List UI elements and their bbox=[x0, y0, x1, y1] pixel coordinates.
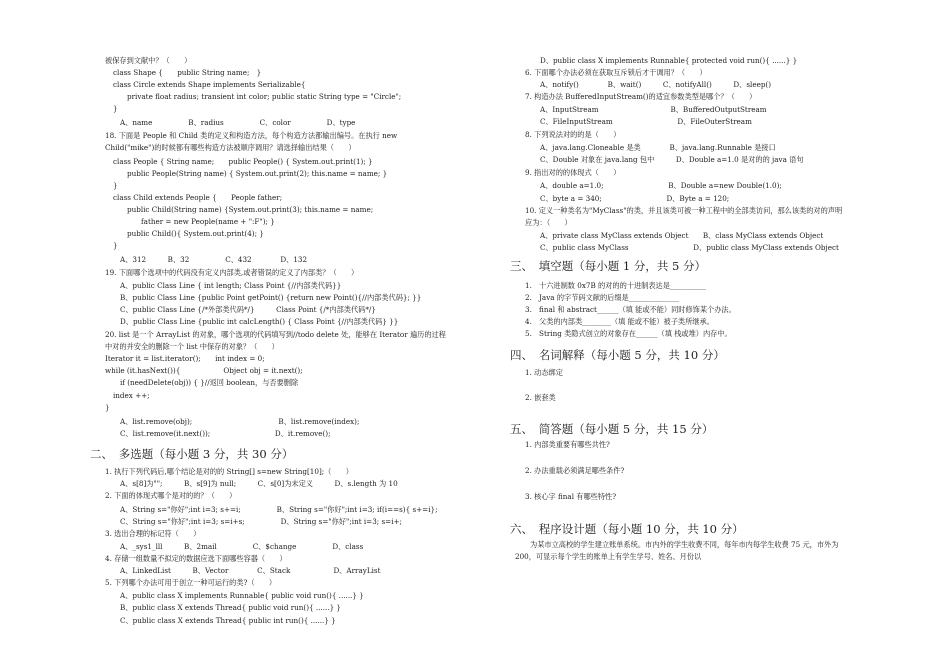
text-line: A、_sys1_lll B、2mail C、$change D、class bbox=[120, 542, 364, 551]
text-line: public Child(){ System.out.print(4); } bbox=[127, 229, 264, 238]
text-line: A、String s="你好";int i=3; s+=i; B、String s="你好";int i=3; if(i==s){ s+=i}; bbox=[120, 505, 438, 514]
text-line: A、list.remove(obj); B、list.remove(index); bbox=[120, 417, 360, 426]
text-line: } bbox=[105, 403, 110, 412]
section-heading: 三、 填空题（每小题 1 分，共 5 分） bbox=[510, 259, 707, 273]
text-line: 1. 动态绑定 bbox=[525, 368, 563, 377]
text-line: if (needDelete(obj)) { }//返回 boolean，与否要删除 bbox=[120, 378, 299, 387]
text-line: Child("mike")的时候都有哪些构造方法被顺序调用？请选择输出结果（ ） bbox=[105, 143, 356, 152]
text-line: } bbox=[113, 241, 118, 250]
text-line: 1. 十六进制数 0x7B 的对的的十进制表达是__________ bbox=[525, 281, 706, 290]
text-line: C、Double 对象在 java.lang 包中 D、Double a=1.0 是对的的 java 语句 bbox=[540, 155, 804, 164]
text-line: class Circle extends Shape implements Serializable{ bbox=[113, 80, 306, 89]
section-heading: 二、 多选题（每小题 3 分，共 30 分） bbox=[90, 447, 294, 461]
text-line: Iterator it = list.iterator(); int index = 0; bbox=[105, 354, 265, 363]
text-line: C、String s="你好";int i=3; s=i+s; D、String s="你好";int i=3; s=i+; bbox=[120, 517, 402, 526]
text-line: A、double a=1.0; B、Double a=new Double(1.0); bbox=[540, 181, 782, 190]
text-line: 6. 下面哪个办法必须在获取互斥锁后才干调用？（ ） bbox=[525, 68, 707, 77]
text-line: C、public class X extends Thread{ public int run(){ ......} } bbox=[120, 616, 336, 625]
text-line: C、byte a = 340; D、Byte a = 120; bbox=[540, 194, 730, 203]
text-line: A、LinkedList B、Vector C、Stack D、ArrayList bbox=[120, 566, 381, 575]
text-line: 200，可显示每个学生的账单上有学生学号、姓名、月份以 bbox=[515, 552, 702, 561]
text-line: 3. 选出合理的标记符（ ） bbox=[105, 529, 201, 538]
text-line: B、public Class Line {public Point getPoint() {return new Point(){//内部类代码}; }} bbox=[120, 293, 422, 302]
text-line: A、name B、radius C、color D、type bbox=[120, 118, 356, 127]
text-line: public Child(String name) {System.out.print(3); this.name = name; bbox=[127, 205, 374, 214]
text-line: C、public Class Line {/*外部类代码*/} Class Point {/*内部类代码*/} bbox=[120, 305, 376, 314]
text-line: 中对的并安全的删除一个 list 中保存的对象？（ ） bbox=[105, 342, 279, 351]
text-line: class People { String name; public People() { System.out.print(1); } bbox=[113, 157, 373, 166]
text-line: index ++; bbox=[113, 391, 150, 400]
text-line: 1. 执行下列代码后,哪个结论是对的的 String[] s=new String[10];（ ） bbox=[105, 467, 353, 476]
text-line: A、312 B、32 C、432 D、132 bbox=[120, 255, 308, 264]
text-line: class Child extends People { People father; bbox=[113, 193, 283, 202]
text-line: 2. 下面的体现式哪个是对的的？（ ） bbox=[105, 491, 237, 500]
text-line: C、list.remove(it.next()); D、it.remove(); bbox=[120, 429, 331, 438]
text-line: A、private class MyClass extends Object B、class MyClass extends Object bbox=[540, 231, 824, 240]
text-line: 3. 核心字 final 有哪些特性? bbox=[525, 492, 617, 501]
text-line: A、InputStream B、BufferedOutputStream bbox=[540, 105, 767, 114]
text-line: 5. 下列哪个办法可用于创立一种可运行的类?（ ） bbox=[105, 578, 277, 587]
text-line: 4. 父类的内部类________（填 能或不能）被子类所继承。 bbox=[525, 317, 714, 326]
text-line: 9. 指出对的的体现式（ ） bbox=[525, 168, 621, 177]
text-line: A、public Class Line { int length; Class Point {//内部类代码}} bbox=[120, 281, 342, 290]
text-line: private float radius; transient int color; public static String type = "Circle"; bbox=[127, 92, 402, 101]
text-line: 被保存到文献中？（ ） bbox=[105, 56, 192, 65]
text-line: A、s[8]为""; B、s[9]为 null; C、s[0]为未定义 D、s.length 为 10 bbox=[120, 479, 398, 488]
text-line: while (it.hasNext()){ Object obj = it.next(); bbox=[105, 366, 303, 375]
text-line: class Shape { public String name; } bbox=[113, 68, 262, 77]
text-line: public People(String name) { System.out.print(2); this.name = name; } bbox=[127, 169, 388, 178]
text-line: B、public class X extends Thread{ public void run(){ ......} } bbox=[120, 603, 341, 612]
text-line: 2. 嵌套类 bbox=[525, 393, 556, 402]
section-heading: 六、 程序设计题（每小题 10 分，共 10 分） bbox=[510, 522, 744, 536]
text-line: A、public class X implements Runnable{ public void run(){ ......} } bbox=[120, 591, 364, 600]
text-line: father = new People(name + ":F"); } bbox=[141, 217, 275, 226]
text-line: } bbox=[113, 181, 118, 190]
text-line: 为某市立高校的学生建立账单系统。市内外的学生收费不同，每年市内每学生收费 75 元，市外为 bbox=[530, 540, 839, 549]
text-line: 18. 下面是 People 和 Child 类的定义和构造方法，每个构造方法都输出编号。在执行 new bbox=[105, 131, 398, 140]
text-line: 7. 构造办法 BufferedInputStream()的适宜参数类型是哪个？（ ） bbox=[525, 92, 757, 101]
text-line: 19. 下面哪个选项中的代码没有定义内部类,或者错误的定义了内部类？（ ） bbox=[105, 268, 359, 277]
text-line: } bbox=[113, 104, 118, 113]
text-line: 20. list 是一个 ArrayList 的对象，哪个选项的代码填写到//todo delete 处，能够在 Iterator 遍历的过程 bbox=[105, 330, 446, 339]
text-line: 4. 存储一组数量不拟定的数据应选下面哪些容器（ ） bbox=[105, 554, 287, 563]
text-line: D、public Class Line {public int calcLength() { Class Point {//内部类代码} }} bbox=[120, 317, 399, 326]
text-line: 应为：（ ） bbox=[525, 218, 572, 227]
section-heading: 五、 简答题（每小题 5 分，共 15 分） bbox=[510, 422, 714, 436]
text-line: 5. String 类隐式创立的对象存在______（填 栈或堆）内存中。 bbox=[525, 329, 732, 338]
text-line: 1. 内部类重要有哪些共性? bbox=[525, 440, 610, 449]
text-line: 3. final 和 abstract______（填 能或不能）同时修饰某个办法。 bbox=[525, 305, 736, 314]
text-line: 2. Java 的字节码文献的后缀是______________ bbox=[525, 293, 680, 302]
text-line: 10. 定义一种类名为"MyClass"的类，并且该类可被一种工程中的全部类访问，那么该类的对的声明 bbox=[525, 206, 843, 215]
text-line: D、public class X implements Runnable{ protected void run(){ ......} } bbox=[540, 56, 798, 65]
text-line: 8. 下列说法对的的是（ ） bbox=[525, 130, 621, 139]
text-line: C、public class MyClass D、public class MyClass extends Object bbox=[540, 243, 839, 252]
text-line: C、FileInputStream D、FileOuterStream bbox=[540, 117, 752, 126]
text-line: A、java.lang.Cloneable 是类 B、java.lang.Runnable 是接口 bbox=[540, 143, 776, 152]
text-line: A、notify() B、wait() C、notifyAll() D、sleep() bbox=[540, 80, 772, 89]
section-heading: 四、 名词解释（每小题 5 分，共 10 分） bbox=[510, 348, 725, 362]
text-line: 2. 办法重载必须满足哪些条件? bbox=[525, 466, 625, 475]
